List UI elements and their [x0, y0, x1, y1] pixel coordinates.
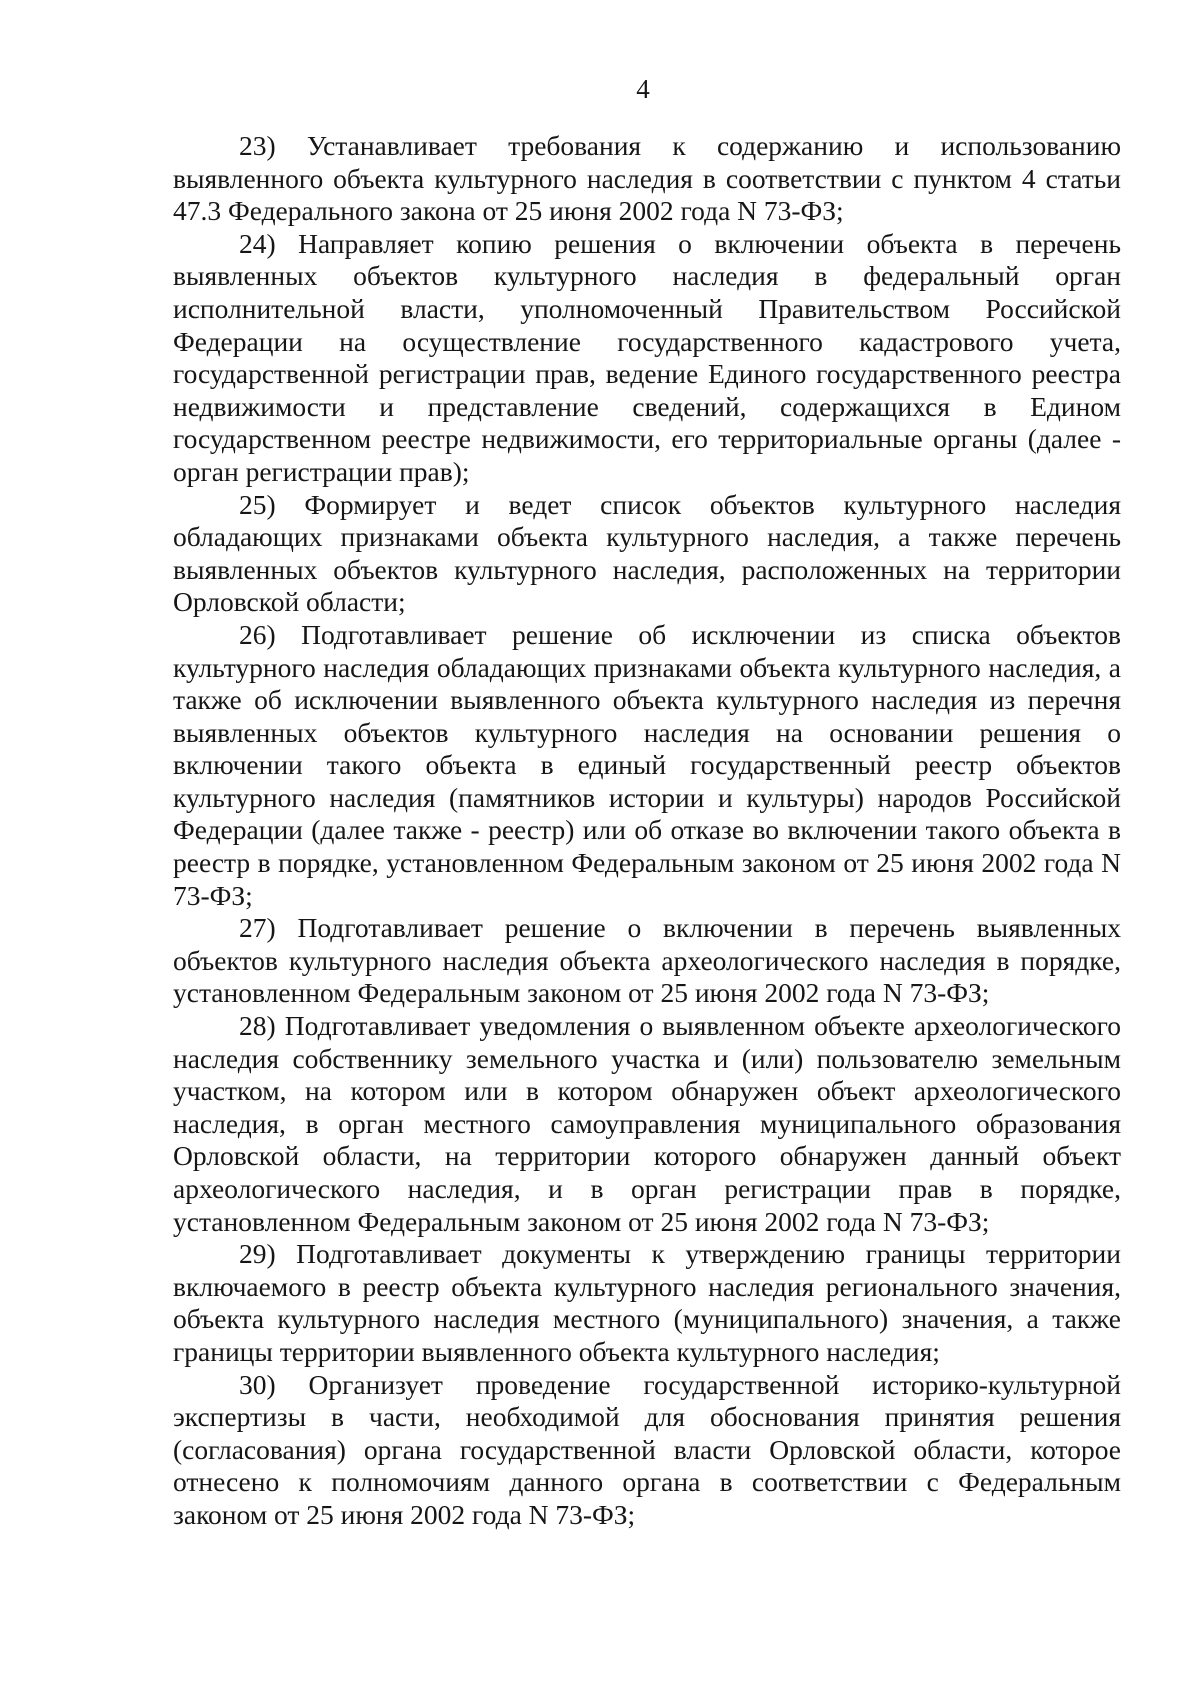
paragraph-23: 23) Устанавливает требования к содержанию и использованию выявленного объекта культурного наследия в соответствии с пунктом 4 статьи 47.3 Федерального закона от 25 июня 2002 года N 73-ФЗ; [173, 130, 1121, 227]
paragraph-29: 29) Подготавливает документы к утверждению границы территории включаемого в реестр объекта культурного наследия регионального значения, объекта культурного наследия местного (муниципального) значения, а также границы территории выявленного объекта культурного наследия; [173, 1238, 1121, 1367]
paragraph-25: 25) Формирует и ведет список объектов культурного наследия обладающих признаками объекта культурного наследия, а также перечень выявленных объектов культурного наследия, расположенных на территории Орловской области; [173, 488, 1121, 618]
paragraph-27: 27) Подготавливает решение о включении в перечень выявленных объектов культурного наследия объекта археологического наследия в порядке, установленном Федеральным законом от 25 июня 2002 года N 73-ФЗ; [173, 912, 1121, 1009]
paragraph-30: 30) Организует проведение государственной историко-культурной экспертизы в части, необходимой для обоснования принятия решения (согласования) органа государственной власти Орловской области, которое отнесено к полномочиям данного органа в соответствии с Федеральным законом от 25 июня 2002 года N 73-ФЗ; [173, 1368, 1121, 1530]
document-body [173, 130, 1121, 1532]
page-number: 4 [636, 74, 650, 104]
paragraph-26: 26) Подготавливает решение об исключении из списка объектов культурного наследия обладающих признаками объекта культурного наследия, а также об исключении выявленного объекта культурного наследия из перечня выявленных объектов культурного наследия на основании решения о включении такого объекта в единый государственный реестр объектов культурного наследия (памятников истории и культуры) народов Российской Федерации (далее также - реестр) или об отказе во включении такого объекта в реестр в порядке, установленном Федеральным законом от 25 июня 2002 года N 73-ФЗ; [173, 618, 1121, 911]
paragraph-28: 28) Подготавливает уведомления о выявленном объекте археологического наследия собственнику земельного участка и (или) пользователю земельным участком, на котором или в котором обнаружен объект археологического наследия, в орган местного самоуправления муниципального образования Орловской области, на территории которого обнаружен данный объект археологического наследия, и в орган регистрации прав в порядке, установленном Федеральным законом от 25 июня 2002 года N 73-ФЗ; [173, 1010, 1121, 1237]
paragraph-24: 24) Направляет копию решения о включении объекта в перечень выявленных объектов культурного наследия в федеральный орган исполнительной власти, уполномоченный Правительством Российской Федерации на осуществление государственного кадастрового учета, государственной регистрации прав, ведение Единого государственного реестра недвижимости и представление сведений, содержащихся в Едином государственном реестре недвижимости, его территориальные органы (далее - орган регистрации прав); [173, 227, 1121, 487]
